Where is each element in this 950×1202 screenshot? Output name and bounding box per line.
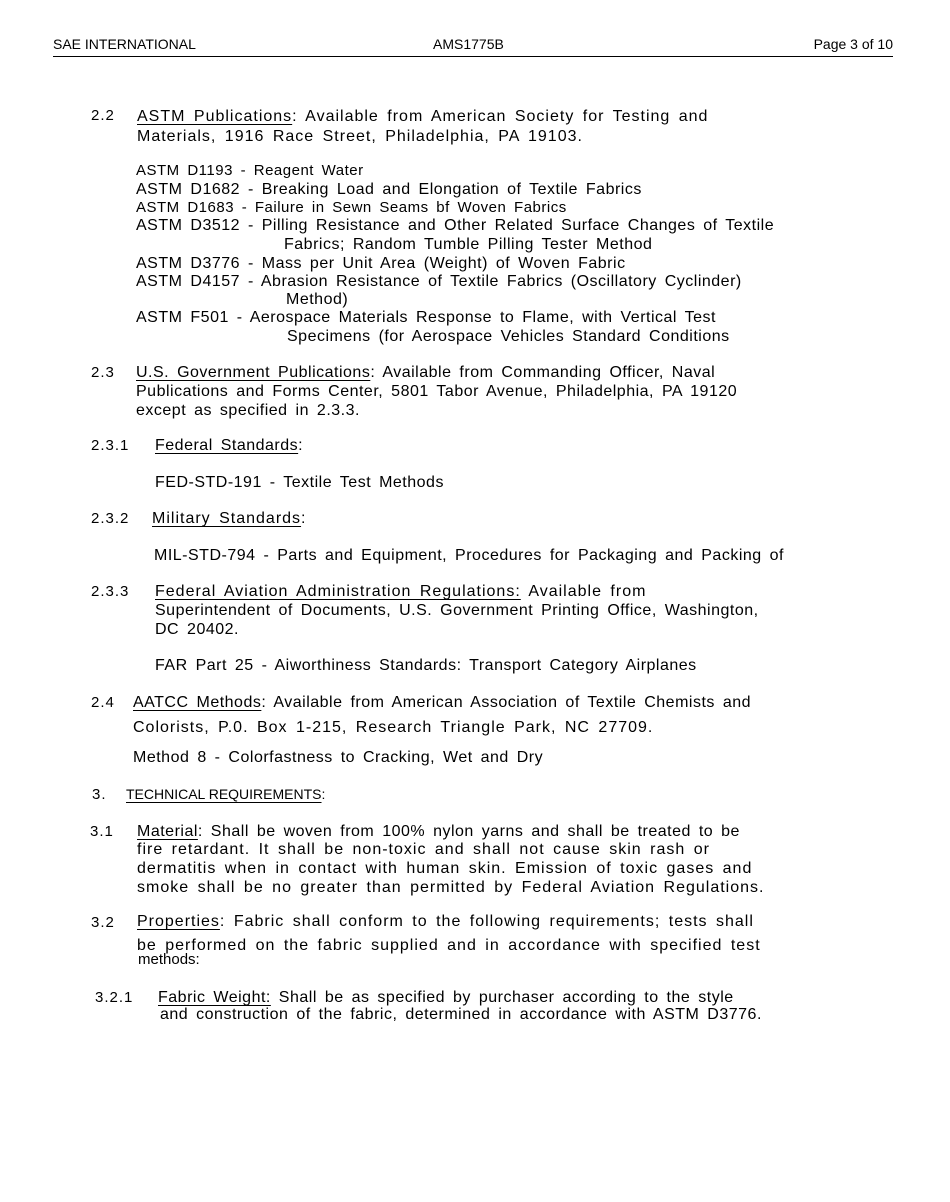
reference-item: FAR Part 25 - Aiworthiness Standards: Transport Category Airplanes	[155, 657, 697, 674]
section-2-3-1-heading-line: Federal Standards:	[155, 437, 304, 454]
section-2-3-2-heading-line: Military Standards:	[152, 510, 307, 527]
section-3-1-line2: fire retardant. It shall be non-toxic and shall not cause skin rash or	[137, 841, 710, 858]
section-2-3-3-line2: Superintendent of Documents, U.S. Government Printing Office, Washington,	[155, 602, 759, 619]
section-number: 2.3	[91, 364, 115, 381]
section-3-1-line3: dermatitis when in contact with human skin. Emission of toxic gases and	[137, 860, 753, 877]
section-number: 2.3.3	[91, 583, 130, 600]
reference-item: ASTM F501 - Aerospace Materials Response to Flame, with Vertical Test	[136, 309, 716, 326]
section-2-2-line1: ASTM Publications: Available from American Society for Testing and	[137, 108, 709, 125]
section-number: 2.3.1	[91, 437, 130, 454]
section-heading: ASTM Publications	[137, 108, 293, 125]
reference-item: MIL-STD-794 - Parts and Equipment, Procedures for Packaging and Packing of	[154, 547, 784, 564]
reference-item-continuation: Method)	[286, 291, 349, 308]
section-heading: Fabric Weight:	[158, 989, 271, 1006]
section-heading: Federal Aviation Administration Regulations:	[155, 583, 521, 600]
reference-item: ASTM D3776 - Mass per Unit Area (Weight) of Woven Fabric	[136, 255, 626, 272]
section-2-3-3-line3: DC 20402.	[155, 621, 239, 638]
section-number: 3.2	[91, 914, 115, 931]
section-heading: AATCC Methods	[133, 694, 262, 711]
section-heading: Material	[137, 823, 198, 840]
section-3-1-line1: Material: Shall be woven from 100% nylon yarns and shall be treated to be	[137, 823, 740, 840]
section-2-4-line2: Colorists, P.0. Box 1-215, Research Triangle Park, NC 27709.	[133, 719, 654, 736]
reference-item: ASTM D1682 - Breaking Load and Elongation of Textile Fabrics	[136, 181, 642, 198]
section-number: 2.4	[91, 694, 115, 711]
section-2-4-line1: AATCC Methods: Available from American Association of Textile Chemists and	[133, 694, 752, 711]
section-2-3-line3: except as specified in 2.3.3.	[136, 402, 360, 419]
section-3-2-line3: methods:	[138, 951, 200, 968]
section-number: 2.2	[91, 107, 115, 124]
reference-item: Method 8 - Colorfastness to Cracking, Wet and Dry	[133, 749, 544, 766]
section-heading: TECHNICAL REQUIREMENTS	[126, 786, 322, 802]
section-3-2-line1: Properties: Fabric shall conform to the following requirements; tests shall	[137, 913, 754, 930]
section-heading: Federal Standards	[155, 437, 299, 454]
section-number: 3.1	[90, 823, 114, 840]
section-number: 3.2.1	[95, 989, 134, 1006]
section-heading: Military Standards	[152, 510, 302, 527]
section-3-2-1-line2: and construction of the fabric, determined in accordance with ASTM D3776.	[160, 1006, 762, 1023]
section-3-2-1-line1: Fabric Weight: Shall be as specified by purchaser according to the style	[158, 989, 734, 1006]
header-org: SAE INTERNATIONAL	[53, 36, 196, 52]
reference-item-continuation: Specimens (for Aerospace Vehicles Standard Conditions	[287, 328, 730, 345]
reference-item-continuation: Fabrics; Random Tumble Pilling Tester Method	[284, 236, 653, 253]
section-2-2-line2: Materials, 1916 Race Street, Philadelphia, PA 19103.	[137, 128, 583, 145]
header-doc-number: AMS1775B	[433, 36, 504, 52]
section-2-3-3-line1: Federal Aviation Administration Regulations: Available from	[155, 583, 647, 600]
reference-item: ASTM D4157 - Abrasion Resistance of Textile Fabrics (Oscillatory Cyclinder)	[136, 273, 742, 290]
section-heading: Properties	[137, 913, 220, 930]
section-3-1-line4: smoke shall be no greater than permitted by Federal Aviation Regulations.	[137, 879, 765, 896]
section-3-heading-line: TECHNICAL REQUIREMENTS:	[126, 786, 326, 802]
section-number: 3.	[92, 786, 107, 803]
header-rule	[53, 56, 893, 57]
reference-item: ASTM D3512 - Pilling Resistance and Other Related Surface Changes of Textile	[136, 217, 775, 234]
reference-item: ASTM D1193 - Reagent Water	[136, 162, 364, 179]
section-heading: U.S. Government Publications	[136, 364, 371, 381]
header-page-number: Page 3 of 10	[813, 36, 893, 52]
section-2-3-line1: U.S. Government Publications: Available from Commanding Officer, Naval	[136, 364, 716, 381]
section-number: 2.3.2	[91, 510, 130, 527]
reference-item: ASTM D1683 - Failure in Sewn Seams bf Woven Fabrics	[136, 199, 567, 216]
section-3-2-line2: be performed on the fabric supplied and in accordance with specified test	[137, 937, 761, 954]
reference-item: FED-STD-191 - Textile Test Methods	[155, 474, 444, 491]
section-2-3-line2: Publications and Forms Center, 5801 Tabor Avenue, Philadelphia, PA 19120	[136, 383, 738, 400]
